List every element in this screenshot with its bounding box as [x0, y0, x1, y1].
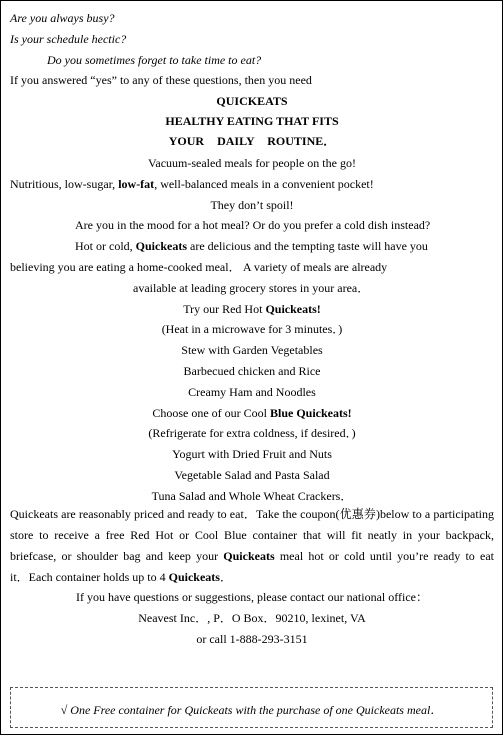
headline-healthy: HEALTHY EATING THAT FITS [165, 114, 339, 128]
spoil-text: They don’t spoil! [210, 198, 294, 212]
vacuum-text: Vacuum-sealed meals for people on the go! [148, 156, 356, 170]
checkmark-icon: √ [60, 703, 68, 717]
closing-line: it．Each container holds up to 4 Quickeats． [10, 570, 232, 584]
closing-line: briefcase, or shoulder bag and keep your Quickeats meal hot or cold until you’re ready to eat [10, 549, 494, 563]
available-text: available at leading grocery stores in your area． [133, 281, 370, 295]
coupon-text: √ One Free container for Quickeats with the purchase of one Quickeats meal． [60, 703, 443, 717]
mood-text: Are you in the mood for a hot meal? Or do you prefer a cold dish instead? [75, 218, 431, 232]
headline-routine: YOUR DAILY ROUTINE． [168, 134, 336, 148]
address-text: Neavest Inc．, P．O Box．90210, lexinet, VA [138, 611, 366, 625]
believing-text: believing you are eating a home-cooked meal． A variety of meals are already [10, 260, 388, 274]
menu-item: Tuna Salad and Whole Wheat Crackers． [151, 489, 353, 503]
question-busy: Are you always busy? [10, 11, 115, 25]
closing-line: Quickeats are reasonably priced and ready to eat．Take the coupon(优惠券)below to a participating [10, 507, 494, 521]
questions-text: If you have questions or suggestions, please contact our national office： [75, 590, 429, 604]
closing-line: store to receive a free Red Hot or Cool Blue container that will fit neatly in your backpack, [10, 528, 494, 542]
heat-instruction: (Heat in a microwave for 3 minutes．) [161, 322, 343, 336]
question-forget: Do you sometimes forget to take time to eat? [47, 53, 262, 67]
menu-item: Barbecued chicken and Rice [183, 364, 321, 378]
coupon-box [10, 687, 493, 728]
answered-yes-text: If you answered “yes” to any of these questions, then you need [10, 73, 312, 87]
brand-heading: QUICKEATS [216, 94, 288, 108]
phone-text: or call 1-888-293-3151 [196, 632, 308, 646]
refrigerate-instruction: (Refrigerate for extra coldness, if desired．) [148, 426, 356, 440]
menu-item: Vegetable Salad and Pasta Salad [174, 468, 330, 482]
red-hot-heading: Try our Red Hot Quickeats! [183, 302, 321, 316]
nutritious-text: Nutritious, low-sugar, low-fat, well-balanced meals in a convenient pocket! [10, 177, 374, 191]
menu-item: Creamy Ham and Noodles [188, 385, 316, 399]
hot-cold-text: Hot or cold, Quickeats are delicious and the tempting taste will have you [75, 239, 428, 253]
cool-blue-heading: Choose one of our Cool Blue Quickeats! [152, 406, 352, 420]
menu-item: Yogurt with Dried Fruit and Nuts [172, 447, 332, 461]
question-hectic: Is your schedule hectic? [10, 32, 127, 46]
menu-item: Stew with Garden Vegetables [181, 343, 323, 357]
